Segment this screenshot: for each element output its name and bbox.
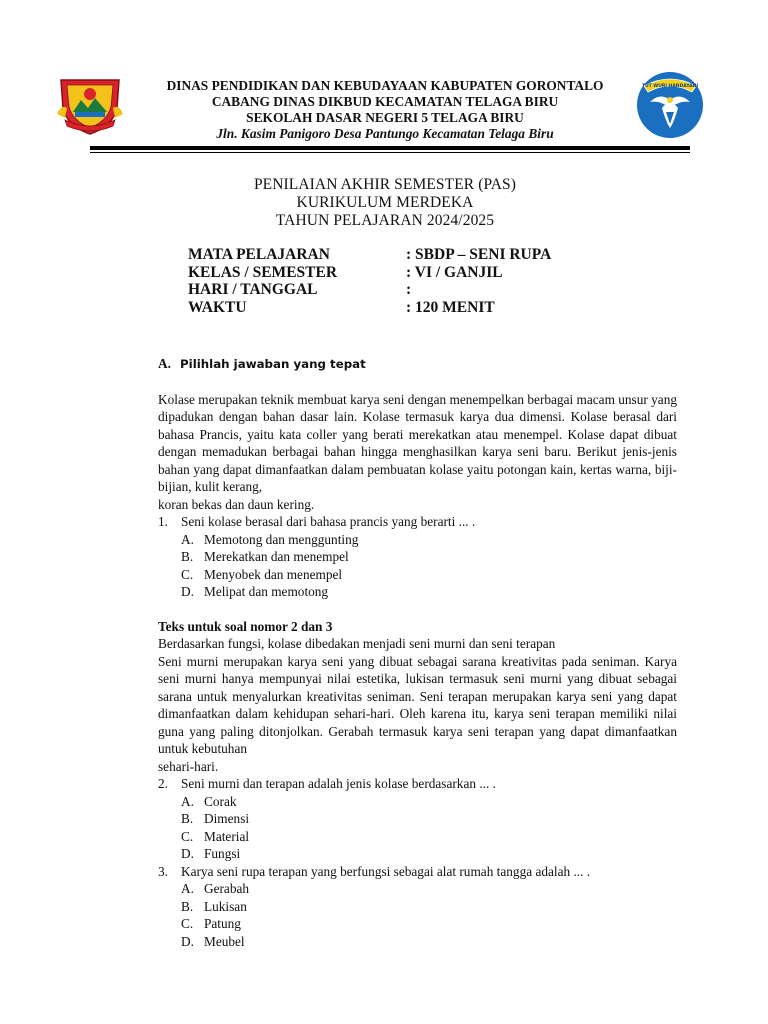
passage-paragraph: Seni murni merupakan karya seni yang dibuat sebagai sarana kreativitas pada seniman. Karya seni murni hanya mempunyai nilai estetika, lukisan termasuk seni murni yang dibuat sebagai sarana untuk menyalurkan kreativitas seniman. Seni terapan merupakan karya seni yang dapat dimanfaatkan dalam kehidupan sehari-hari. Oleh karena itu, karya seni terapan memiliki nilai guna yang paling ditonjolkan. Gerabah termasuk karya seni terapan yang dapat dimanfaatkan untuk kebutuhan — [158, 653, 677, 756]
option-text: Lukisan — [204, 898, 247, 914]
agency-name: DINAS PENDIDIKAN DAN KEBUDAYAAN KABUPATEN GORONTALO — [166, 78, 604, 93]
option-text: Dimensi — [204, 811, 250, 826]
passage-heading: Teks untuk soal nomor 2 dan 3 — [158, 618, 333, 634]
option-letter: B. — [181, 549, 194, 564]
option[interactable] — [158, 898, 677, 916]
question-3 — [158, 863, 677, 881]
option-letter: A. — [181, 531, 194, 547]
option[interactable] — [158, 915, 677, 933]
exam-title-line2: KURIKULUM MERDEKA — [296, 194, 474, 211]
option-letter: D. — [181, 846, 194, 861]
exam-title-line3: TAHUN PELAJARAN 2024/2025 — [275, 212, 495, 229]
letterhead-rule-thick — [90, 146, 690, 150]
info-value: : VI / GANJIL — [406, 263, 503, 281]
option-letter: C. — [181, 916, 194, 931]
question-number: 3. — [158, 863, 168, 879]
exam-title — [150, 176, 620, 230]
info-value: : SBDP – SENI RUPA — [406, 246, 552, 263]
question-2 — [158, 775, 677, 793]
intro-paragraph-last-line: koran bekas dan daun kering. — [158, 496, 315, 512]
option-letter: D. — [181, 584, 194, 599]
option[interactable] — [158, 531, 677, 549]
exam-body — [158, 355, 677, 950]
info-value: : — [406, 281, 412, 299]
info-label: WAKTU — [188, 298, 247, 316]
letterhead-rule-thin — [90, 152, 690, 153]
option-text: Memotong dan menggunting — [204, 531, 359, 547]
option[interactable] — [158, 548, 677, 566]
option-text: Material — [204, 828, 250, 844]
option-letter: B. — [181, 898, 194, 914]
option-letter: B. — [181, 811, 194, 826]
option-text: Gerabah — [204, 881, 250, 896]
question-text: Seni murni dan terapan adalah jenis kolase berdasarkan ... . — [181, 776, 496, 791]
option[interactable] — [158, 566, 677, 584]
exam-title-line1: PENILAIAN AKHIR SEMESTER (PAS) — [253, 176, 517, 193]
info-label: KELAS / SEMESTER — [188, 263, 338, 281]
option-text: Patung — [204, 916, 241, 931]
passage-intro-line: Berdasarkan fungsi, kolase dibedakan menjadi seni murni dan seni terapan — [158, 636, 556, 651]
tut-wuri-handayani-logo — [632, 70, 708, 140]
option[interactable] — [158, 845, 677, 863]
question-1 — [158, 513, 677, 531]
school-address: Jln. Kasim Panigoro Desa Pantungo Kecamatan Telaga Biru — [216, 126, 554, 141]
section-letter: A. — [158, 356, 171, 371]
section-title: Pilihlah jawaban yang tepat — [180, 357, 366, 371]
option-text: Meubel — [204, 933, 245, 949]
question-number: 1. — [158, 514, 168, 529]
option-text: Merekatkan dan menempel — [204, 549, 349, 564]
option[interactable] — [158, 828, 677, 846]
option[interactable] — [158, 933, 677, 951]
letterhead — [128, 78, 642, 142]
info-value: : 120 MENIT — [406, 298, 495, 316]
option-text: Fungsi — [204, 846, 241, 861]
passage-last-line: sehari-hari. — [158, 758, 219, 774]
option[interactable] — [158, 810, 677, 828]
intro-paragraph: Kolase merupakan teknik membuat karya seni dengan menempelkan berbagai macam unsur yang dipadukan dengan bahan dasar lain. Kolase termasuk karya dua dimensi. Kolase berasal dari bahasa Prancis, yaitu kata coller yang berati merekatkan atau menempel. Kolase dapat dibuat dengan memadukan berbagai bahan hingga menghasilkan karya seni baru. Berikut jenis-jenis bahan yang dapat dimanfaatkan dalam pembuatan kolase yaitu potongan kain, kertas warna, biji-bijian, kulit kerang, — [158, 391, 677, 494]
branch-name: CABANG DINAS DIKBUD KECAMATAN TELAGA BIRU — [211, 94, 559, 109]
question-text: Seni kolase berasal dari bahasa prancis yang berarti ... . — [181, 514, 476, 529]
option-text: Menyobek dan menempel — [204, 566, 343, 582]
option-text: Corak — [204, 793, 237, 809]
section-a-heading — [158, 355, 677, 374]
option-letter: D. — [181, 933, 194, 949]
option-letter: A. — [181, 881, 194, 896]
question-number: 2. — [158, 776, 168, 791]
option[interactable] — [158, 793, 677, 811]
emblem-banner-text: TUT WURI HANDAYANI — [641, 84, 699, 89]
option[interactable] — [158, 583, 677, 601]
option[interactable] — [158, 880, 677, 898]
info-label: HARI / TANGGAL — [188, 281, 318, 299]
option-letter: C. — [181, 566, 194, 582]
option-text: Melipat dan memotong — [204, 584, 329, 599]
school-name: SEKOLAH DASAR NEGERI 5 TELAGA BIRU — [246, 110, 524, 125]
option-letter: A. — [181, 793, 194, 809]
gorontalo-crest-logo — [55, 74, 125, 136]
option-letter: C. — [181, 828, 194, 844]
info-label: MATA PELAJARAN — [188, 246, 330, 263]
question-text: Karya seni rupa terapan yang berfungsi sebagai alat rumah tangga adalah ... . — [181, 863, 591, 879]
